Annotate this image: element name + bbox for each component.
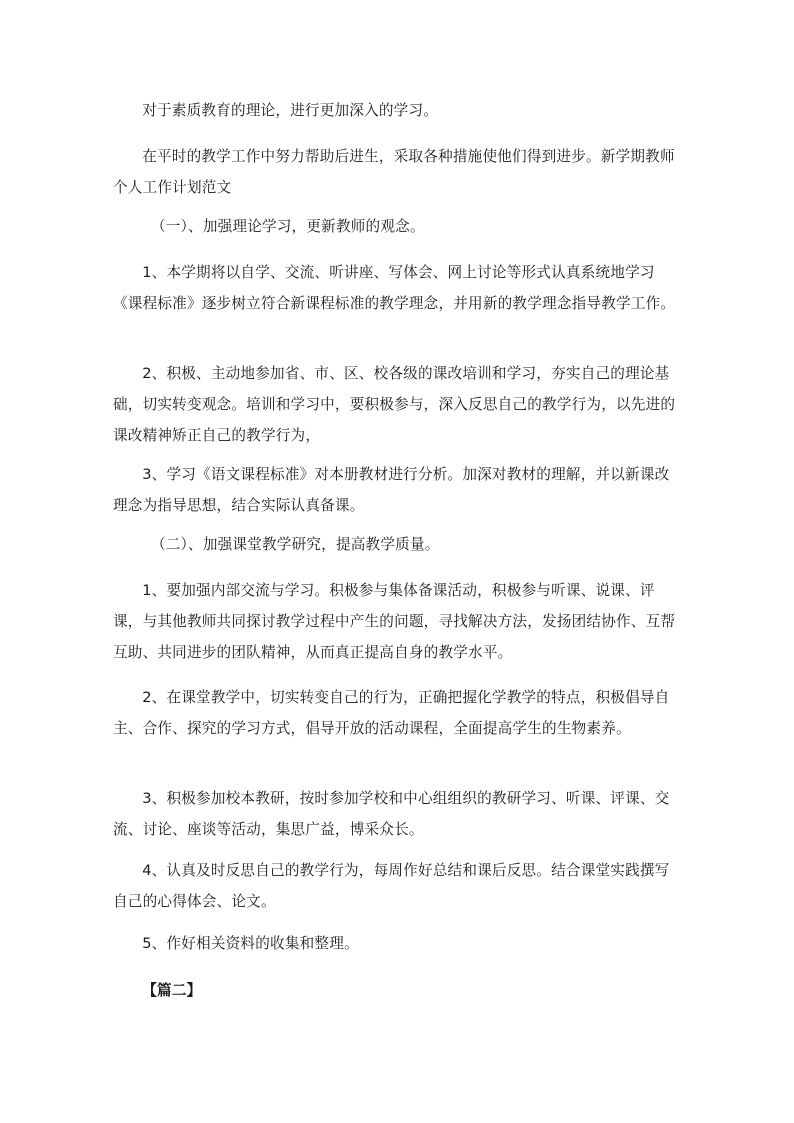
paragraph-help-students: 在平时的教学工作中努力帮助后进生，采取各种措施使他们得到进步。新学期教师个人工作计划范文: [113, 148, 675, 196]
section-heading-classroom: （二）、加强课堂教学研究，提高教学质量。: [150, 536, 440, 553]
list-item-theory-2: 2、积极、主动地参加省、市、区、校各级的课改培训和学习，夯实自己的理论基础，切实转变观念。培训和学习中，要积极参与，深入反思自己的教学行为，以先进的课改精神矫正自己的教学行为，: [113, 365, 676, 444]
section-heading-theory: （一）、加强理论学习，更新教师的观念。: [150, 218, 425, 235]
list-item-classroom-1: 1、要加强内部交流与学习。积极参与集体备课活动，积极参与听课、说课、评课，与其他教师共同探讨教学过程中产生的问题，寻找解决方法，发扬团结协作、互帮互助、共同进步的团队精神，从而真正提高自身的教学水平。: [113, 582, 676, 661]
list-item-classroom-5: 5、作好相关资料的收集和整理。: [142, 935, 359, 952]
list-item-classroom-2: 2、在课堂教学中，切实转变自己的行为，正确把握化学教学的特点，积极倡导自主、合作、探究的学习方式，倡导开放的活动课程，全面提高学生的生物素养。: [113, 689, 670, 737]
list-item-classroom-3: 3、积极参加校本教研，按时参加学校和中心组组织的教研学习、听课、评课、交流、讨论、座谈等活动，集思广益，博采众长。: [113, 790, 670, 838]
section-marker-part-two: 【篇二】: [142, 982, 202, 999]
list-item-theory-3: 3、学习《语文课程标准》对本册教材进行分析。加深对教材的理解，并以新课改理念为指导思想，结合实际认真备课。: [113, 466, 670, 514]
list-item-theory-1: 1、本学期将以自学、交流、听讲座、写体会、网上讨论等形式认真系统地学习《课程标准》逐步树立符合新课程标准的教学理念，并用新的教学理念指导教学工作。: [113, 264, 676, 312]
list-item-classroom-4: 4、认真及时反思自己的教学行为，每周作好总结和课后反思。结合课堂实践撰写自己的心得体会、论文。: [113, 862, 670, 910]
paragraph-intro-theory: 对于素质教育的理论，进行更加深入的学习。: [142, 102, 439, 119]
